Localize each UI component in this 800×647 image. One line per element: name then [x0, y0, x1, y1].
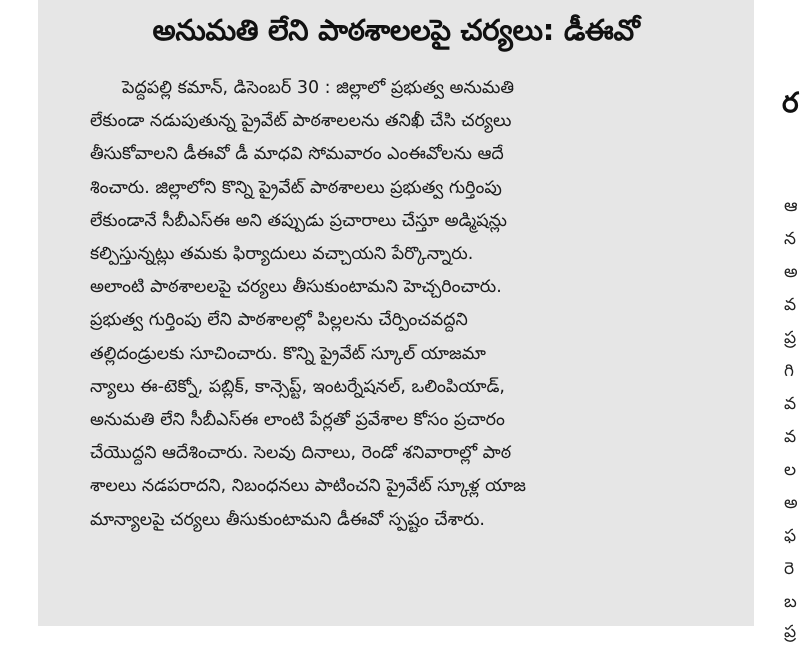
adjacent-text-fragment: ల — [784, 460, 797, 480]
body-line: కల్పిస్తున్నట్లు తమకు ఫిర్యాదులు వచ్చాయని పేర్కొన్నారు. — [90, 244, 474, 265]
body-line: న్యాలు ఈ-టెక్నో, పబ్లిక్, కాన్సెప్ట్, ఇంటర్నేషనల్, ఒలింపియాడ్, — [90, 376, 505, 397]
adjacent-text-fragment: ప్ర — [784, 622, 797, 642]
body-line: లేకుండానే సీబీఎస్ఈ అని తప్పుడు ప్రచారాలు చేస్తూ అడ్మిషన్లు — [90, 210, 507, 231]
adjacent-text-fragment: ఆ — [784, 196, 798, 216]
body-line: తీసుకోవాలని డీఈవో డీ మాధవి సోమవారం ఎంఈవోలను ఆదే — [90, 144, 504, 165]
body-line: శాలలు నడపరాదని, నిబంధనలు పాటించని ప్రైవేట్ స్కూళ్ల యాజ — [90, 476, 526, 497]
adjacent-headline-fragment: ర — [782, 86, 799, 119]
adjacent-text-fragment: వ — [784, 295, 797, 315]
body-line: మాన్యాలపై చర్యలు తీసుకుంటామని డీఈవో స్పష్టం చేశారు. — [90, 509, 485, 530]
body-line: తల్లిదండ్రులకు సూచించారు. కొన్ని ప్రైవేట్ స్కూల్ యాజమా — [90, 343, 486, 364]
adjacent-column-fragment — [762, 0, 800, 647]
adjacent-text-fragment: అ — [784, 262, 798, 282]
body-line: అనుమతి లేని సీబీఎస్ఈ లాంటి పేర్లతో ప్రవేశాల కోసం ప్రచారం — [90, 410, 505, 431]
adjacent-text-fragment: ఫ — [784, 526, 797, 546]
body-line: అలాంటి పాఠశాలలపై చర్యలు తీసుకుంటామని హెచ్చరించారు. — [90, 277, 502, 298]
body-line: ప్రభుత్వ గుర్తింపు లేని పాఠశాలల్లో పిల్లలను చేర్పించవద్దని — [90, 310, 468, 331]
adjacent-text-fragment: న — [784, 229, 796, 249]
adjacent-text-fragment: గి — [784, 361, 794, 381]
body-line: పెద్దపల్లి కమాన్, డిసెంబర్ 30 : జిల్లాలో ప్రభుత్వ అనుమతి — [122, 78, 515, 98]
article-headline: అనుమతి లేని పాఠశాలలపై చర్యలు: డీఈవో — [152, 13, 640, 47]
adjacent-text-fragment: వ — [784, 427, 797, 447]
adjacent-text-fragment: రె — [784, 559, 795, 579]
adjacent-text-fragment: బ — [784, 592, 797, 612]
adjacent-text-fragment: ప్ర — [784, 328, 797, 348]
news-article — [38, 0, 754, 626]
body-line: లేకుండా నడుపుతున్న ప్రైవేట్ పాఠశాలలను తనిఖీ చేసి చర్యలు — [90, 111, 512, 132]
article-body — [90, 72, 726, 537]
adjacent-text-fragment: అ — [784, 493, 798, 513]
adjacent-text-fragment: వ — [784, 394, 797, 414]
body-line: శించారు. జిల్లాలోని కొన్ని ప్రైవేట్ పాఠశాలలు ప్రభుత్వ గుర్తింపు — [90, 177, 502, 198]
body-line: చేయొద్దని ఆదేశించారు. సెలవు దినాలు, రెండో శనివారాల్లో పాఠ — [90, 443, 512, 464]
